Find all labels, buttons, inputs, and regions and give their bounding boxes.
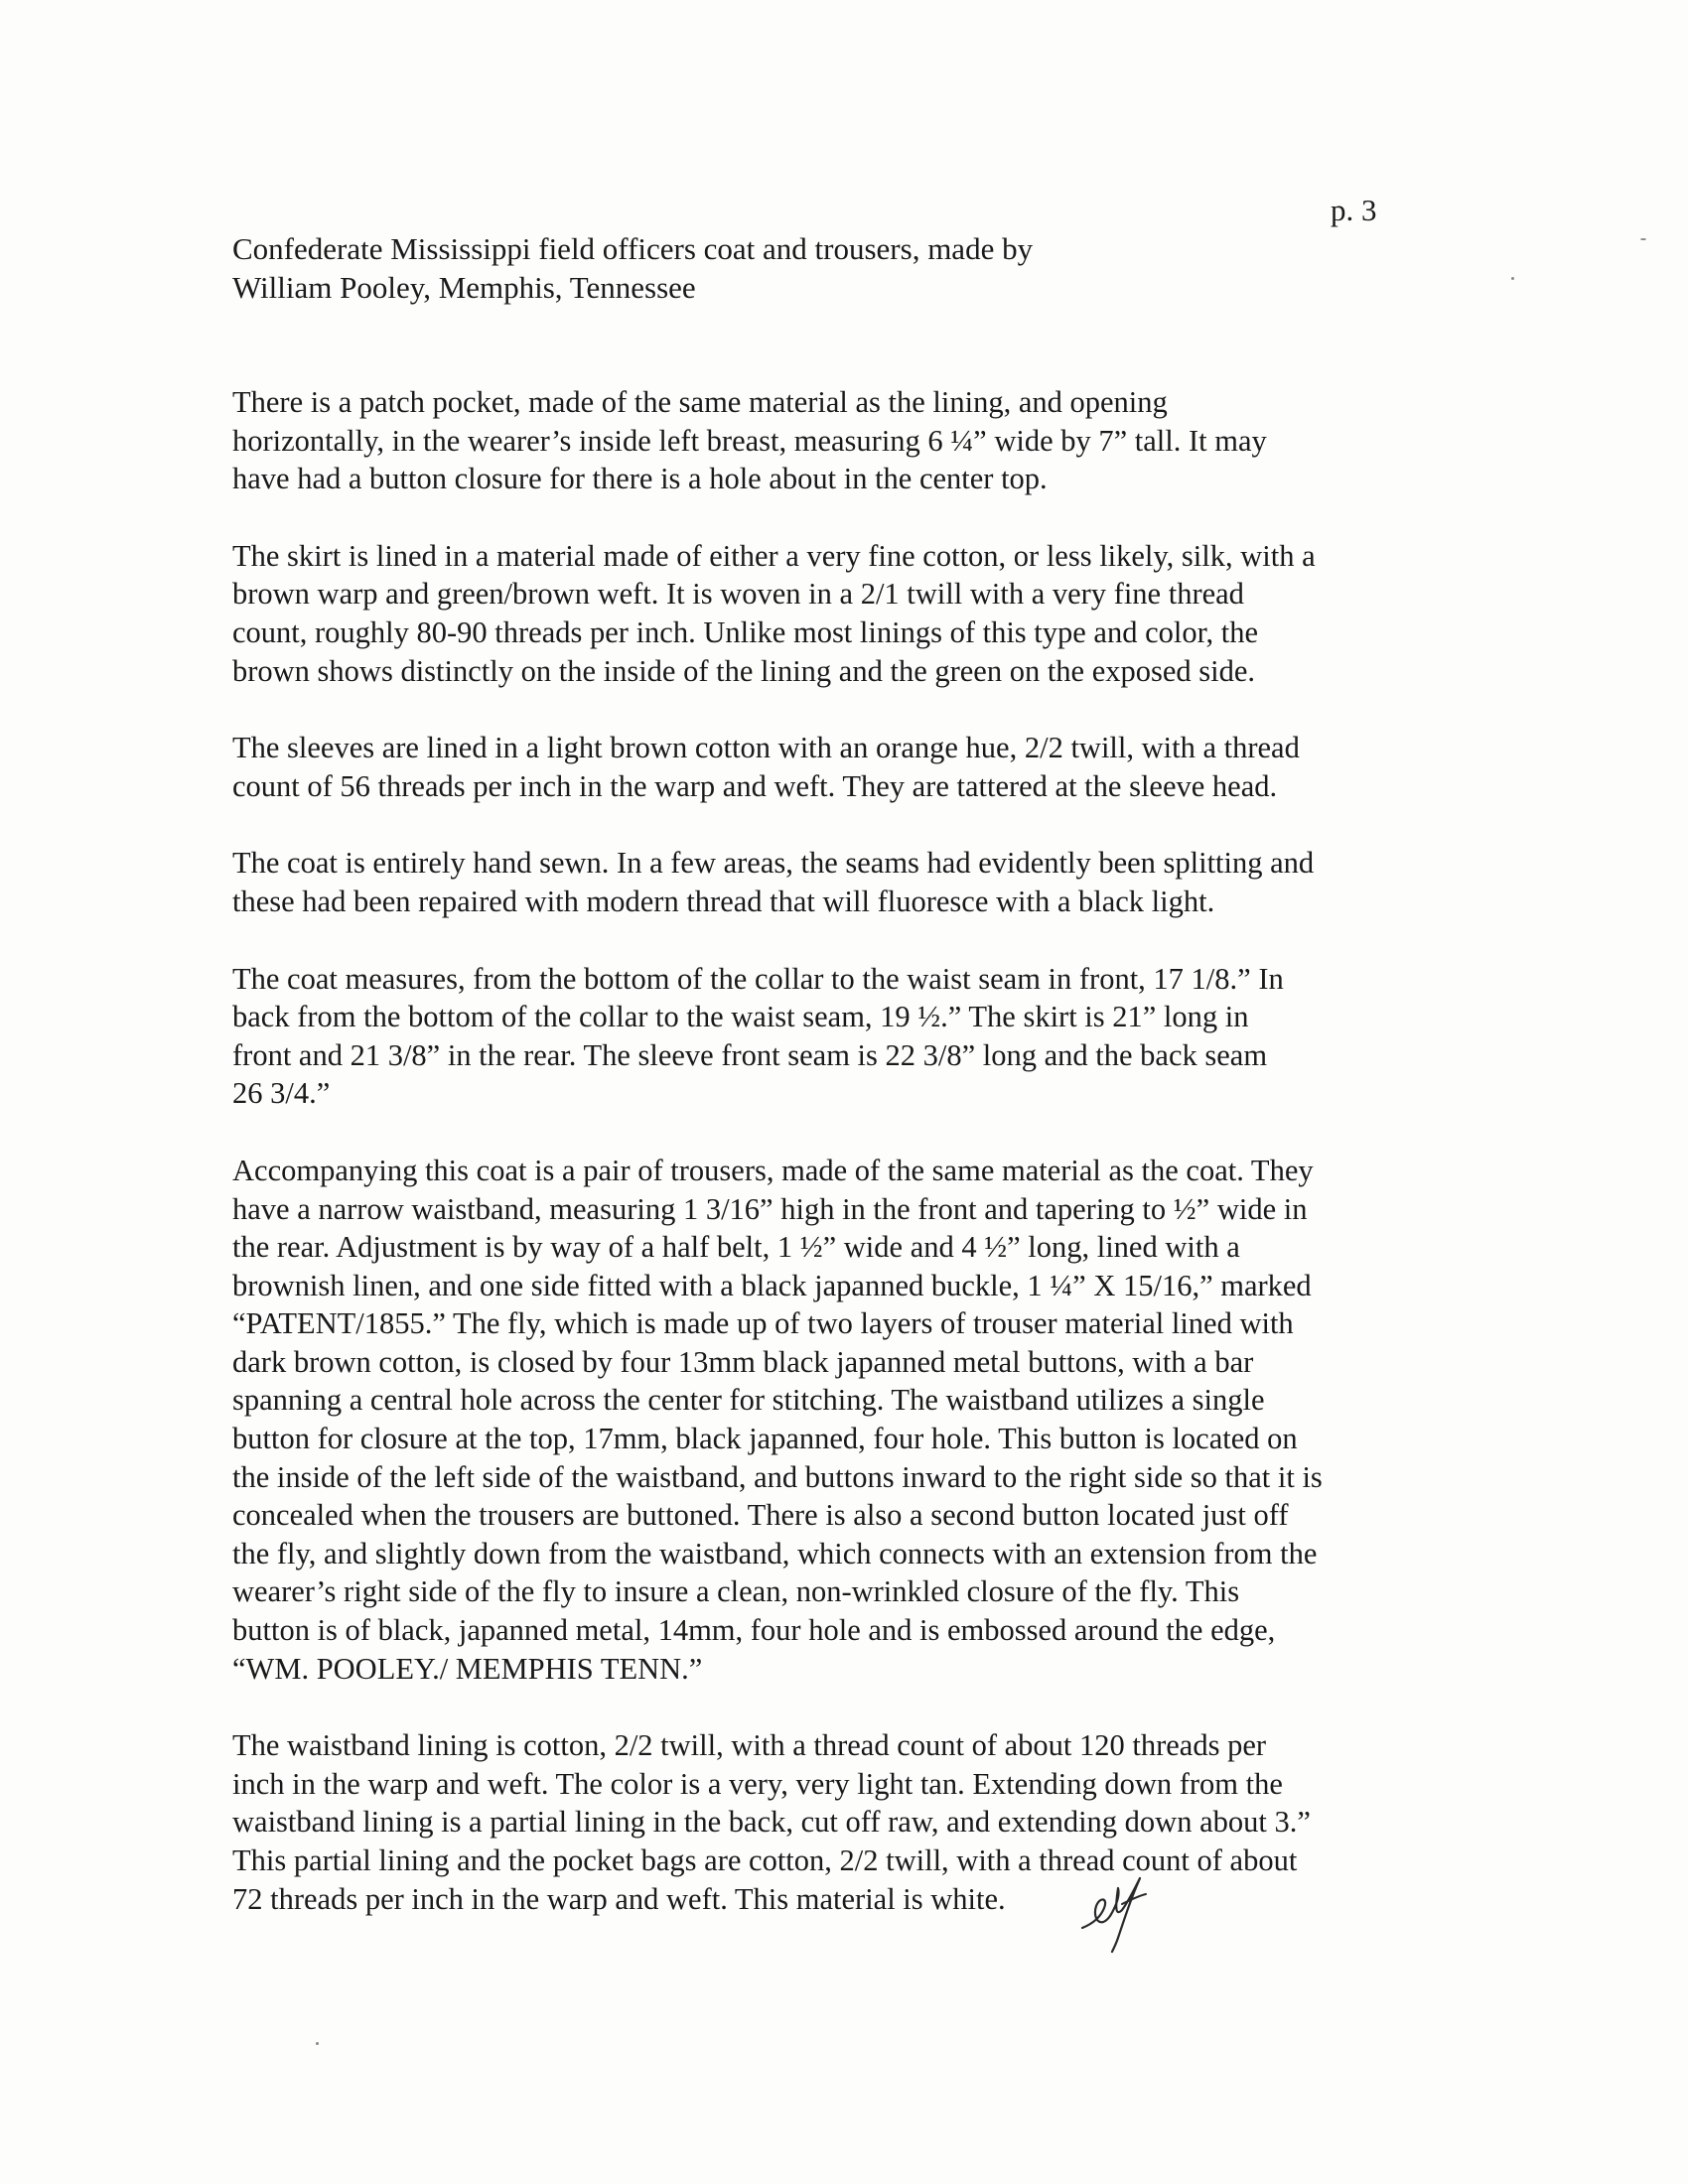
text-line: count of 56 threads per inch in the warp and weft. They are tattered at the sleeve head.	[232, 768, 1278, 803]
page-number: p. 3	[1331, 193, 1377, 227]
text-line: have a narrow waistband, measuring 1 3/16” high in the front and tapering to ½” wide in	[232, 1191, 1308, 1226]
text-line: There is a patch pocket, made of the same material as the lining, and opening	[232, 385, 1168, 419]
text-line: count, roughly 80-90 threads per inch. Unlike most linings of this type and color, the	[232, 614, 1259, 649]
scan-speck	[316, 2042, 319, 2045]
text-line: the fly, and slightly down from the waistband, which connects with an extension from the	[232, 1536, 1318, 1570]
title-line-2: William Pooley, Memphis, Tennessee	[232, 270, 696, 305]
text-line: inch in the warp and weft. The color is a very, very light tan. Extending down from the	[232, 1766, 1283, 1801]
text-line: waistband lining is a partial lining in the back, cut off raw, and extending down about 3.”	[232, 1805, 1311, 1840]
document-title	[232, 229, 1325, 307]
document-body	[232, 383, 1483, 1957]
text-line: 72 threads per inch in the warp and weft. This material is white.	[232, 1881, 1006, 1916]
text-line: the inside of the left side of the waistband, and buttons inward to the right side so that it is	[232, 1459, 1323, 1494]
text-line: The waistband lining is cotton, 2/2 twill, with a thread count of about 120 threads per	[232, 1728, 1267, 1763]
text-line: brown shows distinctly on the inside of the lining and the green on the exposed side.	[232, 653, 1256, 688]
text-line: wearer’s right side of the fly to insure a clean, non-wrinkled closure of the fly. This	[232, 1574, 1240, 1609]
text-line: brownish linen, and one side fitted with a black japanned buckle, 1 ¼” X 15/16,” marked	[232, 1268, 1312, 1302]
text-line: have had a button closure for there is a hole about in the center top.	[232, 462, 1048, 496]
text-line: concealed when the trousers are buttoned. There is also a second button located just off	[232, 1498, 1289, 1533]
text-line: horizontally, in the wearer’s inside left breast, measuring 6 ¼” wide by 7” tall. It may	[232, 423, 1267, 458]
text-line: This partial lining and the pocket bags are cotton, 2/2 twill, with a thread count of about	[232, 1843, 1298, 1877]
paragraph-patch-pocket	[232, 383, 1483, 498]
text-line: button for closure at the top, 17mm, black japanned, four hole. This button is located on	[232, 1422, 1298, 1456]
paragraph-sleeve-lining	[232, 729, 1483, 805]
text-line: “WM. POOLEY./ MEMPHIS TENN.”	[232, 1651, 703, 1686]
text-line: dark brown cotton, is closed by four 13mm black japanned metal buttons, with a bar	[232, 1344, 1254, 1379]
paragraph-waistband-lining	[232, 1726, 1483, 1918]
paragraph-coat-measurements	[232, 960, 1483, 1113]
handwritten-initials-icon	[1070, 1866, 1160, 1956]
title-line-1: Confederate Mississippi field officers coat and trousers, made by	[232, 231, 1034, 266]
text-line: The skirt is lined in a material made of either a very fine cotton, or less likely, silk, with a	[232, 538, 1316, 573]
text-line: The coat is entirely hand sewn. In a few areas, the seams had evidently been splitting and	[232, 846, 1315, 881]
text-line: Accompanying this coat is a pair of trousers, made of the same material as the coat. They	[232, 1153, 1314, 1187]
text-line: 26 3/4.”	[232, 1076, 331, 1111]
text-line: these had been repaired with modern thread that will fluoresce with a black light.	[232, 884, 1215, 918]
text-line: front and 21 3/8” in the rear. The sleeve front seam is 22 3/8” long and the back seam	[232, 1037, 1268, 1072]
paragraph-trousers	[232, 1152, 1483, 1688]
scan-speck	[1511, 277, 1514, 280]
text-line: brown warp and green/brown weft. It is woven in a 2/1 twill with a very fine thread	[232, 577, 1244, 612]
text-line: spanning a central hole across the center for stitching. The waistband utilizes a single	[232, 1383, 1265, 1418]
text-line: back from the bottom of the collar to the waist seam, 19 ½.” The skirt is 21” long in	[232, 1000, 1249, 1034]
text-line: button is of black, japanned metal, 14mm, four hole and is embossed around the edge,	[232, 1613, 1276, 1648]
scan-speck	[1640, 238, 1646, 240]
paragraph-skirt-lining	[232, 537, 1483, 690]
paragraph-hand-sewn	[232, 844, 1483, 920]
text-line: “PATENT/1855.” The fly, which is made up of two layers of trouser material lined with	[232, 1306, 1294, 1341]
text-line: The coat measures, from the bottom of the collar to the waist seam in front, 17 1/8.” In	[232, 961, 1284, 996]
text-line: The sleeves are lined in a light brown cotton with an orange hue, 2/2 twill, with a thread	[232, 731, 1300, 765]
text-line: the rear. Adjustment is by way of a half belt, 1 ½” wide and 4 ½” long, lined with a	[232, 1230, 1240, 1265]
